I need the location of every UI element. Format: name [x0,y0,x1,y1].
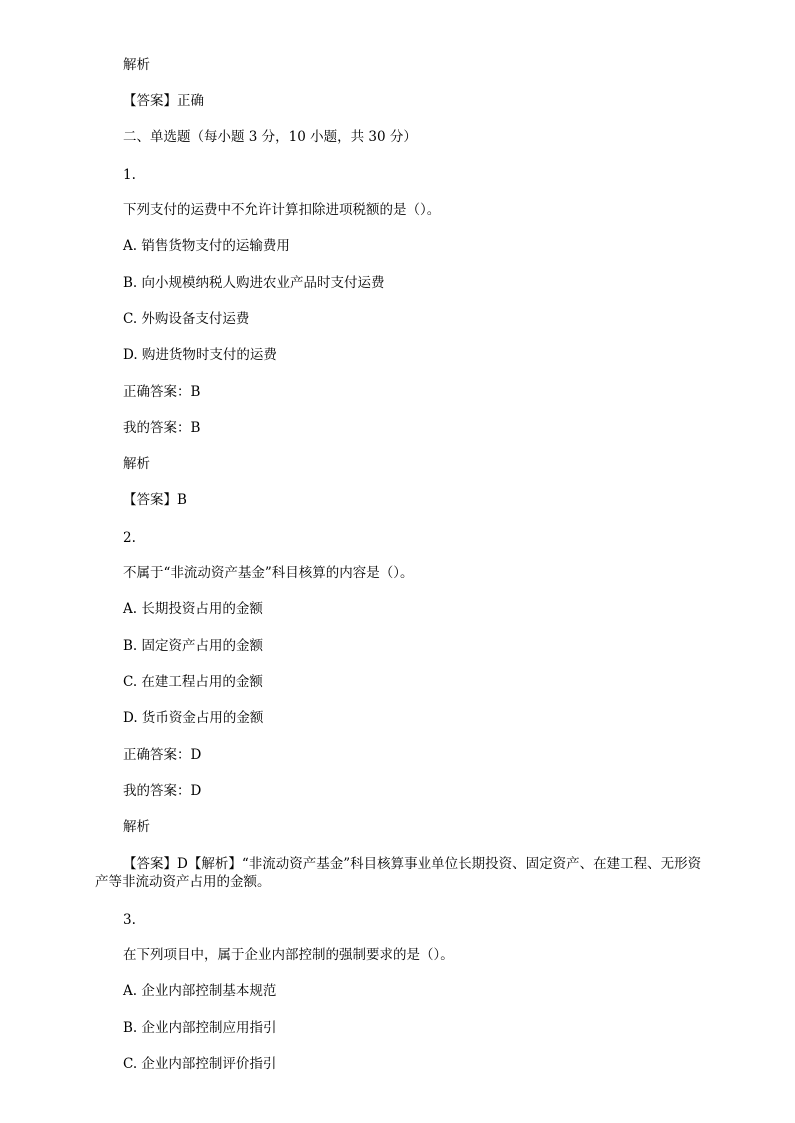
option-c: C. 在建工程占用的金额 [123,674,263,690]
question-text: 在下列项目中，属于企业内部控制的强制要求的是（）。 [123,947,454,963]
option-c: C. 企业内部控制评价指引 [123,1056,277,1072]
question-number: 1. [123,167,136,183]
text-line: 【答案】正确 [123,93,204,109]
answer-explanation: 【答案】B [123,492,187,508]
option-b: B. 向小规模纳税人购进农业产品时支付运费 [123,275,385,291]
analysis-label: 解析 [123,819,150,835]
option-b: B. 固定资产占用的金额 [123,638,264,654]
question-number: 3. [123,912,136,928]
question-number: 2. [123,530,136,546]
option-a: A. 企业内部控制基本规范 [123,983,277,999]
my-answer: 我的答案：D [123,783,202,799]
correct-answer: 正确答案：B [123,384,201,400]
option-c: C. 外购设备支付运费 [123,311,250,327]
section-heading: 二、单选题（每小题 3 分，10 小题，共 30 分） [123,129,417,145]
correct-answer: 正确答案：D [123,747,202,763]
text-line: 解析 [123,57,150,73]
question-text: 下列支付的运费中不允许计算扣除进项税额的是（）。 [123,202,441,218]
my-answer: 我的答案：B [123,420,201,436]
question-text: 不属于“非流动资产基金”科目核算的内容是（）。 [123,565,414,581]
answer-explanation: 【答案】D【解析】“非流动资产基金”科目核算事业单位长期投资、固定资产、在建工程、无形资产等非流动资产占用的金额。 [95,856,702,890]
analysis-label: 解析 [123,456,150,472]
option-a: A. 长期投资占用的金额 [123,601,263,617]
option-d: D. 购进货物时支付的运费 [123,347,277,363]
option-a: A. 销售货物支付的运输费用 [123,238,290,254]
option-b: B. 企业内部控制应用指引 [123,1020,277,1036]
option-d: D. 货币资金占用的金额 [123,710,264,726]
